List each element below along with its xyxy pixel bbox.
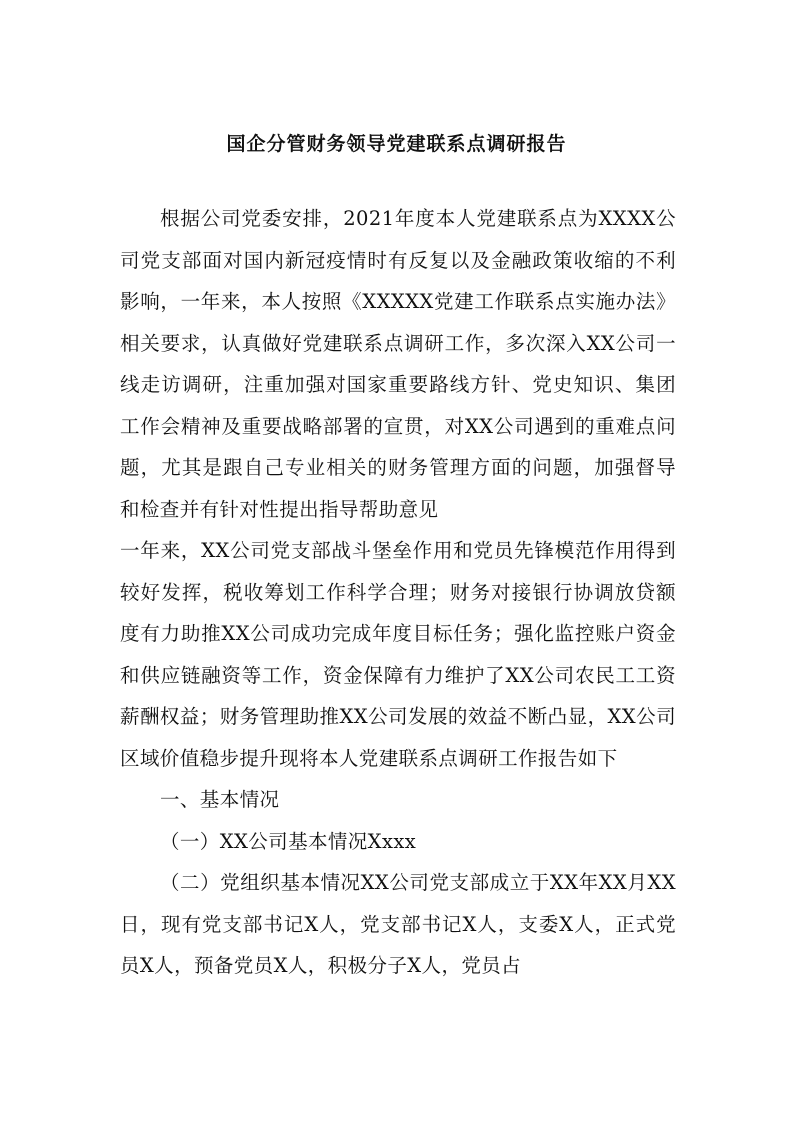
paragraph-achievements: 一年来，XX公司党支部战斗堡垒作用和党员先锋模范作用得到较好发挥，税收筹划工作科学合理；财务对接银行协调放贷额度有力助推XX公司成功完成年度目标任务；强化监控账户资金和供应链融资等工作，资金保障有力维护了XX公司农民工工资薪酬权益；财务管理助推XX公司发展的效益不断凸显，XX公司区域价值稳步提升现将本人党建联系点调研工作报告如下 bbox=[120, 539, 676, 770]
document-title: 国企分管财务领导党建联系点调研报告 bbox=[226, 133, 567, 155]
document-body bbox=[120, 198, 676, 987]
subsection-company-basic: （一）XX公司基本情况Xxxx bbox=[160, 829, 417, 853]
section-heading-basic-situation: 一、基本情况 bbox=[160, 788, 280, 811]
subsection-party-organization: （二）党组织基本情况XX公司党支部成立于XX年XX月XX日，现有党支部书记X人，党支部书记X人，支委X人，正式党员X人，预备党员X人，积极分子X人，党员占 bbox=[120, 871, 676, 977]
paragraph-intro: 根据公司党委安排，2021年度本人党建联系点为XXXX公司党支部面对国内新冠疫情时有反复以及金融政策收缩的不利影响，一年来，本人按照《XXXXX党建工作联系点实施办法》相关要求，认真做好党建联系点调研工作，多次深入XX公司一线走访调研，注重加强对国家重要路线方针、党史知识、集团工作会精神及重要战略部署的宣贯，对XX公司遇到的重难点问题，尤其是跟自己专业相关的财务管理方面的问题，加强督导和检查并有针对性提出指导帮助意见 bbox=[120, 207, 676, 521]
